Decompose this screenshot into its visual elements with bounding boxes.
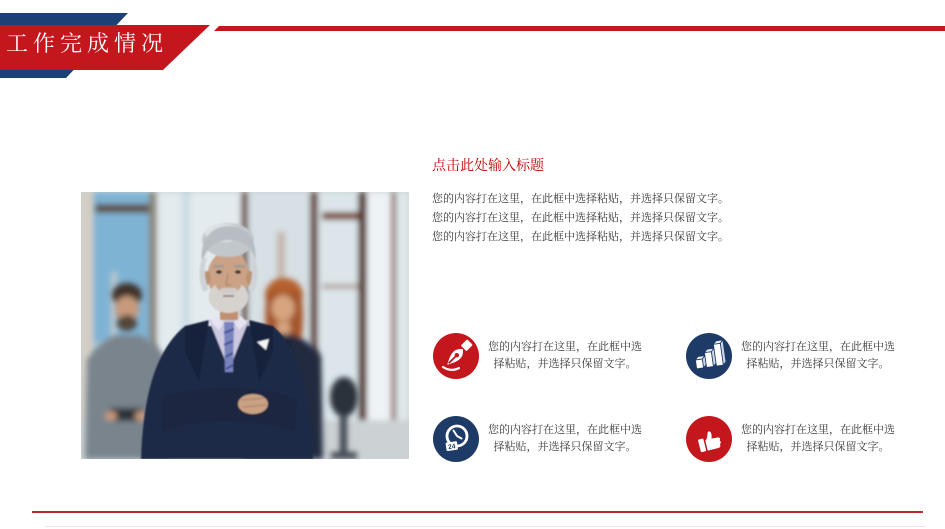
feature-item-approval xyxy=(686,416,901,462)
photo-business-team xyxy=(81,192,409,459)
section-title: 点击此处输入标题 xyxy=(432,157,544,173)
body-line: 您的内容打在这里，在此框中选择粘贴，并选择只保留文字。 xyxy=(432,193,729,205)
body-paragraph xyxy=(432,190,742,247)
pen-nib-icon xyxy=(433,333,479,379)
footer-divider-line xyxy=(32,511,923,513)
feature-item-growth xyxy=(686,333,901,379)
footer-faint-line xyxy=(45,526,925,527)
body-line: 您的内容打在这里，在此框中选择粘贴，并选择只保留文字。 xyxy=(432,212,729,224)
feature-text: 您的内容打在这里，在此框中选择粘贴，并选择只保留文字。 xyxy=(488,424,642,453)
feature-text: 您的内容打在这里，在此框中选择粘贴，并选择只保留文字。 xyxy=(741,341,895,370)
feature-text: 您的内容打在这里，在此框中选择粘贴，并选择只保留文字。 xyxy=(741,424,895,453)
bar-chart-icon xyxy=(686,333,732,379)
photo-illustration xyxy=(81,192,409,459)
feature-item-write xyxy=(433,333,648,379)
feature-text: 您的内容打在这里，在此框中选择粘贴，并选择只保留文字。 xyxy=(488,341,642,370)
thumbs-up-icon xyxy=(686,416,732,462)
body-line: 您的内容打在这里，在此框中选择粘贴，并选择只保留文字。 xyxy=(432,231,729,243)
banner-red-rule xyxy=(214,26,945,31)
feature-item-service xyxy=(433,416,648,462)
clock-24h-icon xyxy=(433,416,479,462)
slide-title: 工作完成情况 xyxy=(6,31,169,56)
svg-text:24: 24 xyxy=(447,443,456,452)
